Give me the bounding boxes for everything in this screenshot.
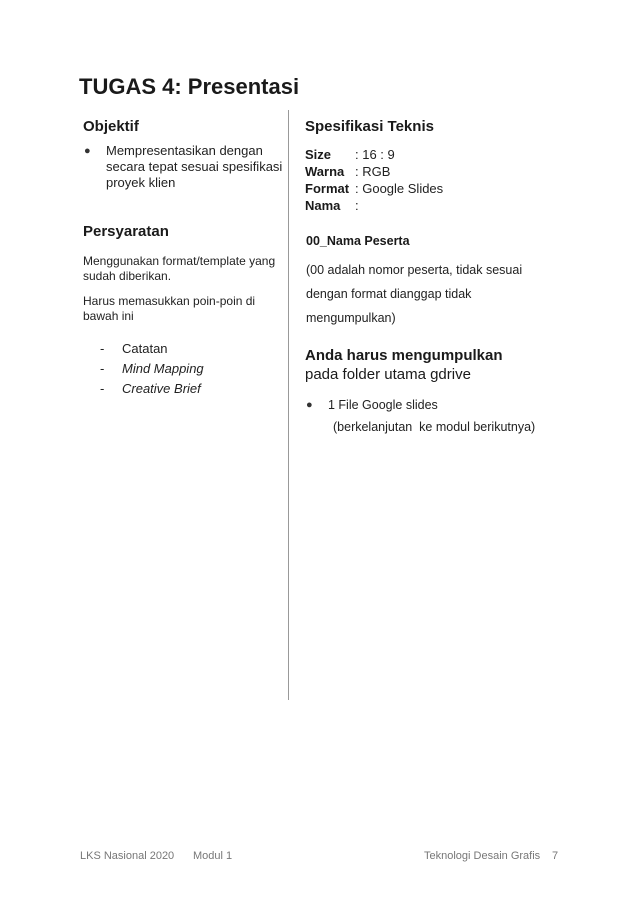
- dash-icon: -: [100, 380, 105, 396]
- note-line: mengumpulkan): [306, 311, 396, 325]
- spec-key: Nama: [305, 198, 341, 213]
- note-line: dengan format dianggap tidak: [306, 287, 472, 301]
- spec-key: Format: [305, 181, 350, 196]
- footer-subject: Teknologi Desain Grafis: [424, 850, 541, 862]
- dash-icon: -: [100, 340, 105, 356]
- file-name-format: 00_Nama Peserta: [306, 234, 410, 248]
- file-name-note: [306, 258, 576, 330]
- objektif-line: proyek klien: [106, 175, 176, 190]
- table-row: [305, 164, 443, 181]
- table-row: [305, 147, 443, 164]
- bullet-dot-icon: ●: [306, 399, 313, 411]
- list-item-label: Mind Mapping: [122, 360, 204, 376]
- objektif-bullet: [84, 143, 284, 191]
- bullet-dot-icon: ●: [84, 145, 91, 157]
- list-item-label: Catatan: [122, 340, 168, 356]
- para-line: sudah diberikan.: [83, 269, 172, 283]
- kumpul-sub-note: (berkelanjutan ke modul berikutnya): [333, 420, 536, 434]
- para-line: Harus memasukkan poin-poin di: [83, 294, 256, 308]
- spec-value: : Google Slides: [355, 181, 444, 196]
- spesifikasi-heading: Spesifikasi Teknis: [305, 118, 434, 135]
- spec-key: Size: [305, 147, 332, 162]
- persyaratan-dash-list: [100, 338, 280, 398]
- kumpul-heading: [305, 347, 503, 384]
- para-line: bawah ini: [83, 309, 134, 323]
- kumpul-bullet: [306, 397, 438, 413]
- kumpul-bullet-text: 1 File Google slides: [328, 398, 438, 412]
- table-row: [305, 198, 443, 215]
- spec-key: Warna: [305, 164, 345, 179]
- kumpul-heading-line-1: Anda harus mengumpulkan: [305, 347, 503, 364]
- persyaratan-para-1: [83, 254, 283, 284]
- objektif-line: Mempresentasikan dengan: [106, 143, 263, 158]
- objektif-bullet-text: [106, 143, 282, 191]
- column-divider: [288, 110, 289, 700]
- note-line: (00 adalah nomor peserta, tidak sesuai: [306, 263, 523, 277]
- list-item: [100, 338, 280, 358]
- footer-module: Modul 1: [193, 850, 233, 862]
- objektif-line: secara tepat sesuai spesifikasi: [106, 159, 283, 174]
- persyaratan-para-2: [83, 294, 283, 324]
- spesifikasi-table: [305, 147, 443, 215]
- objektif-heading: Objektif: [83, 118, 139, 135]
- table-row: [305, 181, 443, 198]
- persyaratan-heading: Persyaratan: [83, 223, 169, 240]
- footer-event: LKS Nasional 2020: [80, 850, 175, 862]
- page-title: TUGAS 4: Presentasi: [79, 74, 300, 99]
- spec-value: :: [355, 198, 359, 213]
- spec-value: : RGB: [355, 164, 391, 179]
- footer-page-number: 7: [552, 850, 559, 862]
- kumpul-heading-line-2: pada folder utama gdrive: [305, 366, 471, 383]
- spec-value: : 16 : 9: [355, 147, 395, 162]
- list-item: [100, 358, 280, 378]
- list-item: [100, 378, 280, 398]
- list-item-label: Creative Brief: [122, 380, 201, 396]
- dash-icon: -: [100, 360, 105, 376]
- para-line: Menggunakan format/template yang: [83, 254, 276, 268]
